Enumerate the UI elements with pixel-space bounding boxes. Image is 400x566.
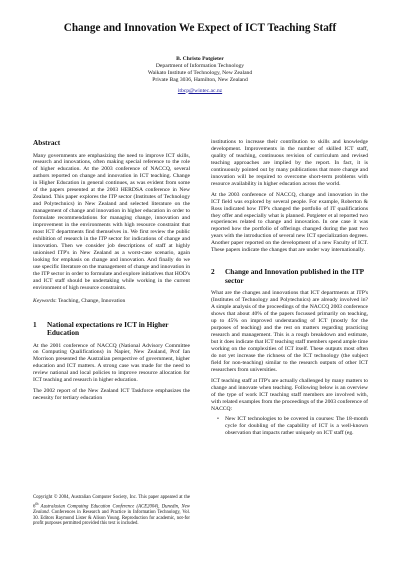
author-email-link[interactable]: itbcp@wintec.ac.nz bbox=[177, 87, 223, 94]
footnote-line-2: Conferences in Research and Practice in Information Technology, Vol. 30. Editors Raymond Lister & Alison Young. Reproduction for academic, not-for profit purposes permitted provided this text is included. bbox=[33, 509, 190, 527]
author-department: Department of Information Technology bbox=[155, 62, 245, 69]
section-1-paragraph-2: The 2002 report of the New Zealand ICT Taskforce emphasizes the necessity for tertiary education bbox=[33, 388, 190, 402]
right-paragraph-1: institutions to increase their contribution to skills and knowledge development. Improvements in the number of skilled ICT staff, quality of teaching, continuous revision of curriculum and revised teaching approaches are implied by the report. In fact, it is continuously pointed out by many publications that more change and innovation will be required to overcome short-term problems with resource availability in higher education across the world. bbox=[211, 139, 368, 187]
author-block bbox=[0, 56, 400, 95]
copyright-footnote bbox=[33, 495, 190, 527]
section-2-paragraph-2: ICT teaching staff at ITP's are actually challenged by many matters to change and innovate when teaching. Following below is an overview of the type of work ICT teaching staff members are involved with, with related examples from the proceedings of the 2003 conference of NACCQ: bbox=[211, 377, 368, 412]
keywords bbox=[33, 298, 190, 305]
keywords-label: Keywords bbox=[33, 297, 56, 304]
author-address: Private Bag 3036, Hamilton, New Zealand bbox=[152, 76, 248, 83]
section-2-paragraph-1: What are the changes and innovations that ICT departments at ITP's (Institutes of Technology and Polytechnics) are already involved in? A simple analysis of the proceedings of the NACCQ 2003 conference shows that about 40% of the papers focussed primarily on teaching, up to 45% on improved understanding of ICT (mostly for the purposes of teaching) and the rest on matters regarding practicing research and management. This is a rough breakdown and estimate, but it does indicate that ICT teaching staff members spend ample time working on the complexities of ICT itself. These outputs most often do not yet increase the richness of the ICT technology (the subject field for non-teaching) similar to the research outputs of other ICT researchers from universities. bbox=[211, 290, 368, 373]
section-1-paragraph-1: At the 2001 conference of NACCQ (National Advisory Committee on Computing Qualifications) in Napier, New Zealand, Prof Ian Morrison presented the Australian perspective of government, higher education and ICT matters. A strong case was made for the need to review national and local policies to improve resource allocation for ICT teaching and research in higher education. bbox=[33, 342, 190, 384]
abstract-text: Many governments are emphasizing the need to improve ICT skills, research and innovations, often making special reference to the role of higher education. At the 2003 conference of NACCQ, several authors reported on change and innovation in ICT teaching. Change in Higher Education in general continues, as was evident from some of the papers presented at the 2003 HERDSA conference in New Zealand. This paper explores the ITP sector (Institutes of Technology and Polytechnics) in New Zealand and selected literature on the management of change and innovation in higher education in order to formulate recommendations for managing change, innovation and improvement in the environments with high resource constraint that most ICT departments find themselves in. We first review the public exhibition of research in the ITP sector for indications of change and innovation. Then we consider job descriptions of staff at highly unionised ITP's in New Zealand as a worst-case scenario, again looking for emphasis on change and innovation. And finally do we use specific literature on the management of change and innovation in the ITP sector in order to formulate and explore initiatives that HOD's and ICT staff should be undertaking while working in the current environment of high resource constraints. bbox=[33, 152, 190, 291]
footnote-venue: Australasian Computing Education Conference (ACE2004), Dunedin, New Zealand. bbox=[33, 504, 190, 515]
abstract-heading: Abstract bbox=[33, 138, 61, 147]
section-1-heading: 1 National expectations re ICT in Higher Education bbox=[33, 319, 169, 338]
section-2-heading: 2 Change and Innovation published in the ITP sector bbox=[211, 267, 364, 285]
author-institution: Waikato Institute of Technology, New Zealand bbox=[147, 69, 253, 76]
list-item: • New ICT technologies to be covered in courses: The 18-month cycle for doubling of the capability of ICT is a well-known observation that impacts rather uniquely on ICT staff (eg. bbox=[225, 416, 368, 437]
author-name: B. Christo Potgieter bbox=[176, 56, 224, 62]
right-paragraph-2: At the 2003 conference of NACCQ, change and innovation in the ICT field was explored by several people. For example, Roberton & Ross indicated how ITP's changed the portfolio of IT qualifications they offer and especially what is planned. Potgieter et al reported two experiences related to change and innovation. In one case it was reported how the portfolio of offerings changed during the past two years with the introduction of several new ICT specialization degrees. Another paper reported on the development of a new Faculty of ICT. These papers indicate the changes that are under way internationally. bbox=[211, 191, 368, 254]
left-column bbox=[33, 139, 190, 406]
bullet-list bbox=[211, 416, 368, 437]
footnote-sup: th bbox=[35, 500, 39, 506]
right-column bbox=[211, 139, 368, 437]
keywords-text: : Teaching, Change, Innovation bbox=[55, 297, 126, 304]
paper-title: Change and Innovation We Expect of ICT Teaching Staff bbox=[63, 22, 337, 34]
footnote-line-1: Copyright © 2004, Australian Computer Society, Inc. This paper appeared at the 6 bbox=[33, 495, 190, 510]
